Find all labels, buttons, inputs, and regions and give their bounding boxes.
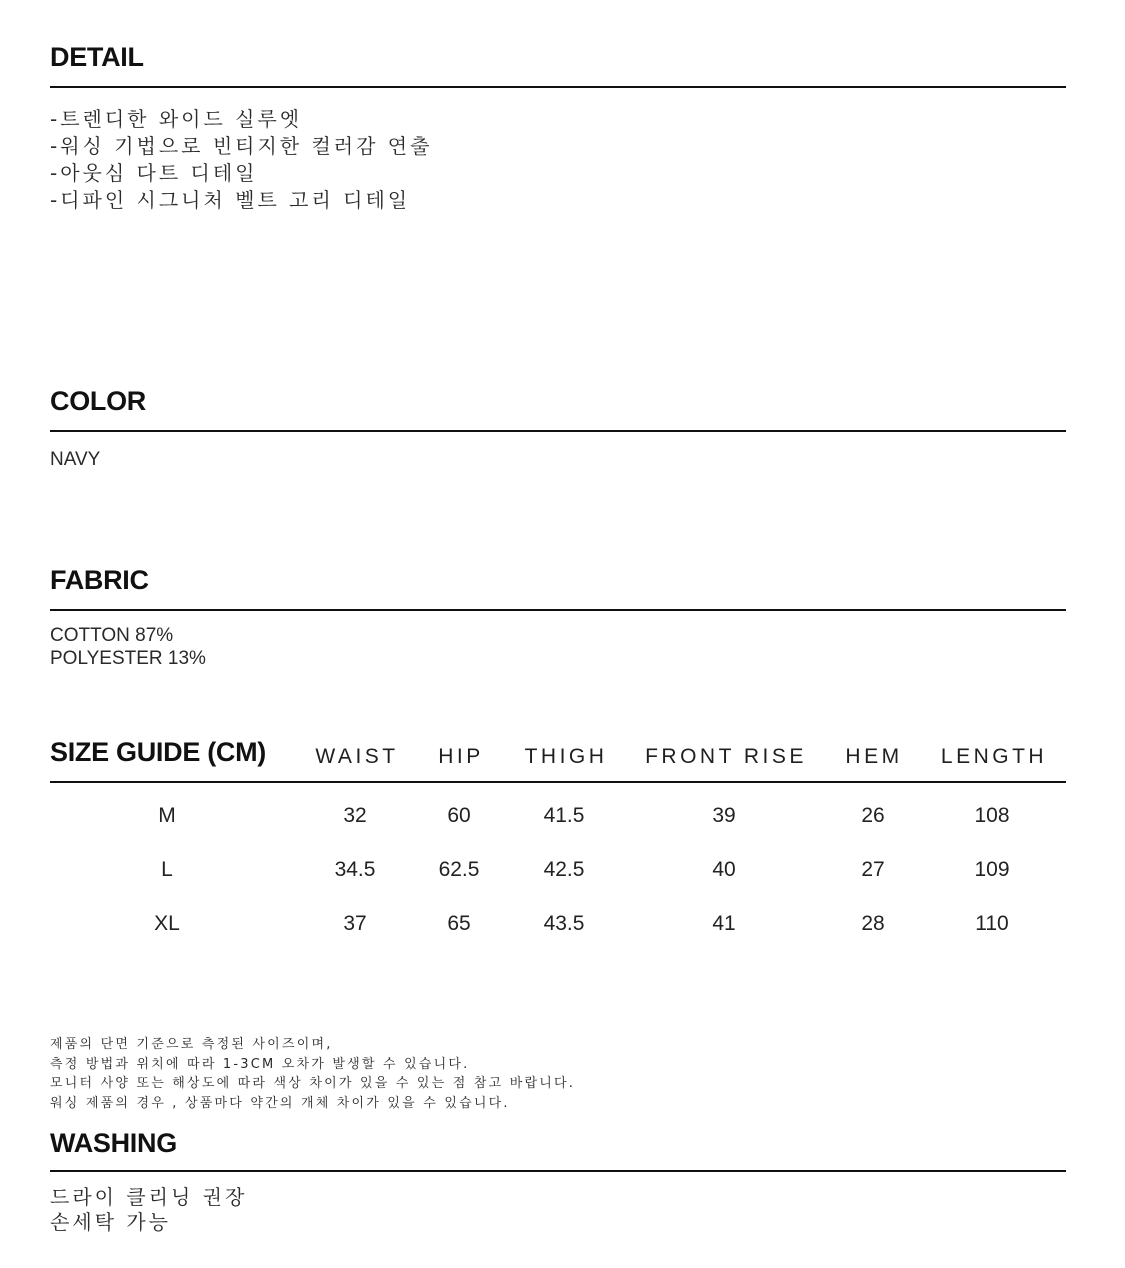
color-value: NAVY — [50, 449, 101, 470]
column-header-length: LENGTH — [940, 745, 1048, 768]
washing-divider — [50, 1170, 1066, 1172]
color-section — [50, 386, 1066, 470]
note-line: 측정 방법과 위치에 따라 1-3CM 오차가 발생할 수 있습니다. — [50, 1056, 470, 1072]
washing-list — [50, 1185, 247, 1235]
note-line: 워싱 제품의 경우 , 상품마다 약간의 개체 차이가 있을 수 있습니다. — [50, 1095, 510, 1111]
color-title: COLOR — [50, 386, 146, 416]
cell-length: 109 — [974, 858, 1010, 881]
column-header-hem: HEM — [845, 745, 903, 768]
table-row — [50, 804, 1066, 834]
detail-item: -워싱 기법으로 빈티지한 컬러감 연출 — [50, 134, 433, 158]
fabric-composition: COTTON 87% — [50, 625, 174, 646]
cell-thigh: 43.5 — [543, 912, 585, 935]
column-header-hip: HIP — [438, 745, 484, 768]
cell-front-rise: 41 — [712, 912, 736, 935]
cell-waist: 37 — [343, 912, 367, 935]
fabric-section — [50, 565, 1066, 669]
washing-title: WASHING — [50, 1128, 177, 1158]
detail-divider — [50, 86, 1066, 88]
detail-list — [50, 106, 432, 214]
fabric-composition: POLYESTER 13% — [50, 648, 206, 669]
washing-section — [50, 1128, 1066, 1234]
column-header-thigh: THIGH — [524, 745, 608, 768]
cell-hip: 65 — [447, 912, 471, 935]
fabric-list — [50, 624, 206, 670]
size-label: L — [161, 858, 173, 881]
cell-front-rise: 40 — [712, 858, 736, 881]
column-header-front-rise: FRONT RISE — [645, 745, 807, 768]
cell-hem: 27 — [861, 858, 885, 881]
size-label: M — [158, 804, 176, 827]
detail-title: DETAIL — [50, 42, 144, 72]
detail-item: -트렌디한 와이드 실루엣 — [50, 107, 303, 131]
washing-instruction: 손세탁 가능 — [50, 1210, 171, 1234]
color-divider — [50, 430, 1066, 432]
cell-length: 110 — [975, 912, 1009, 935]
column-header-waist: WAIST — [315, 745, 399, 768]
table-row — [50, 858, 1066, 888]
cell-thigh: 42.5 — [543, 858, 585, 881]
note-line: 모니터 사양 또는 해상도에 따라 색상 차이가 있을 수 있는 점 참고 바랍니다. — [50, 1076, 576, 1091]
table-row — [50, 912, 1066, 942]
note-line: 제품의 단면 기준으로 측정된 사이즈이며, — [50, 1037, 333, 1052]
detail-section — [50, 42, 1066, 212]
size-guide-divider — [50, 781, 1066, 783]
cell-waist: 34.5 — [334, 858, 376, 881]
detail-item: -아웃심 다트 디테일 — [50, 161, 258, 185]
cell-thigh: 41.5 — [543, 804, 585, 827]
cell-hip: 60 — [447, 804, 471, 827]
size-table-header — [50, 739, 1066, 771]
size-guide-title: SIZE GUIDE (CM) — [50, 737, 266, 767]
detail-item: -디파인 시그니처 벨트 고리 디테일 — [50, 188, 411, 212]
size-label: XL — [154, 912, 180, 935]
cell-hem: 28 — [861, 912, 885, 935]
measurement-notes — [50, 1035, 1066, 1113]
washing-instruction: 드라이 클리닝 권장 — [50, 1185, 248, 1209]
cell-hem: 26 — [861, 804, 885, 827]
cell-waist: 32 — [343, 804, 367, 827]
fabric-title: FABRIC — [50, 565, 149, 595]
cell-hip: 62.5 — [438, 858, 480, 881]
fabric-divider — [50, 609, 1066, 611]
cell-length: 108 — [974, 804, 1010, 827]
cell-front-rise: 39 — [712, 804, 736, 827]
